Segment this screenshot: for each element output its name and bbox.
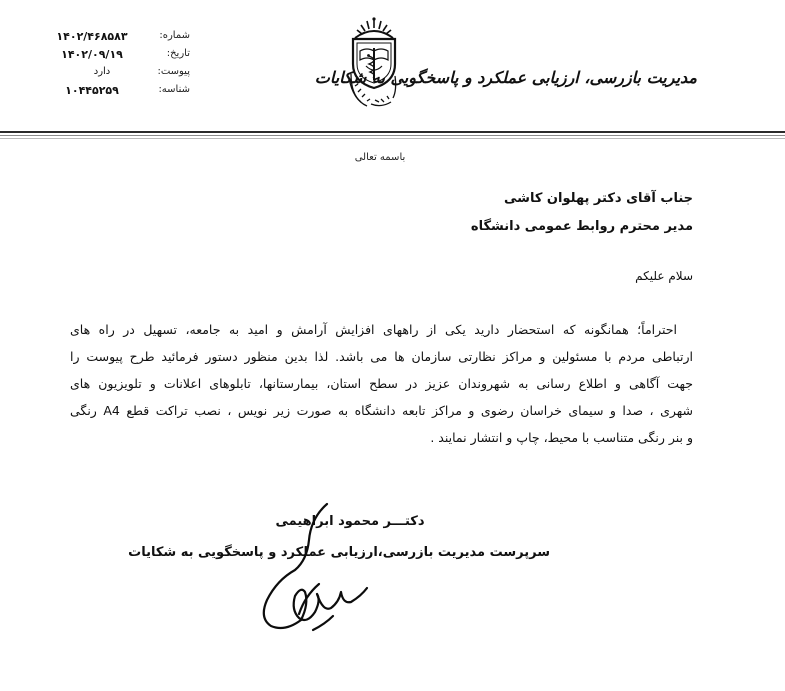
header-rule [0, 131, 785, 136]
signer-title: سرپرست مدیریت بازرسی،ارزیابی عملکرد و پاسخگویی به شکایات [128, 545, 550, 560]
meta-attachment-value: دارد [93, 66, 111, 77]
body-line: شهری ، صدا و سیمای خراسان رضوی و مراکز تابعه دانشگاه به صورت زیر نویس ، نصب تراکت قطع A4 رنگی [70, 403, 693, 418]
meta-number-value: ۱۴۰۲/۴۶۸۵۸۳ [56, 30, 128, 43]
meta-id [48, 84, 190, 102]
header-rule-secondary [0, 138, 785, 139]
body-line: و بنر رنگی متناسب با محیط، چاپ و انتشار نمایند . [430, 430, 693, 445]
meta-date-value: ۱۴۰۲/۰۹/۱۹ [61, 48, 123, 61]
meta-id-label: شناسه: [158, 84, 190, 95]
addressee-name: جناب آقای دکتر پهلوان کاشی [504, 191, 693, 206]
university-emblem-icon [343, 16, 405, 110]
meta-date-label: تاریخ: [166, 48, 190, 59]
letter-body [70, 316, 693, 451]
meta-number [48, 30, 190, 48]
handwritten-signature-icon [255, 500, 385, 650]
body-line: ارتباطی مردم با مسئولین و مراکز نظارتی سازمان ها می باشد. لذا بدین منظور دستور فرمائید طرح پیوست را [70, 349, 693, 364]
meta-number-label: شماره: [159, 30, 190, 41]
addressee-title: مدیر محترم روابط عمومی دانشگاه [470, 219, 693, 234]
department-title: مدیریت بازرسی، ارزیابی عملکرد و پاسخگویی به شکایات [314, 68, 697, 87]
letter-meta [48, 30, 190, 102]
meta-attachment [48, 66, 190, 84]
body-line: جهت آگاهی و اطلاع رسانی به شهروندان عزیز در سطح استان، بیمارستانها، تابلوهای اعلانات و تلویزیون های [70, 376, 693, 391]
meta-date [48, 48, 190, 66]
body-line: احتراماً؛ همانگونه که استحضار دارید یکی از راههای افزایش آرامش و امید به جامعه، تسهیل در راه های [70, 322, 677, 337]
meta-attachment-label: پیوست: [157, 66, 190, 77]
greeting: سلام علیکم [635, 269, 693, 283]
signer-name: دکتـــر محمود ابراهیمی [275, 514, 425, 529]
meta-id-value: ۱۰۴۴۵۲۵۹ [65, 84, 119, 97]
invocation: باسمه تعالی [354, 152, 406, 163]
